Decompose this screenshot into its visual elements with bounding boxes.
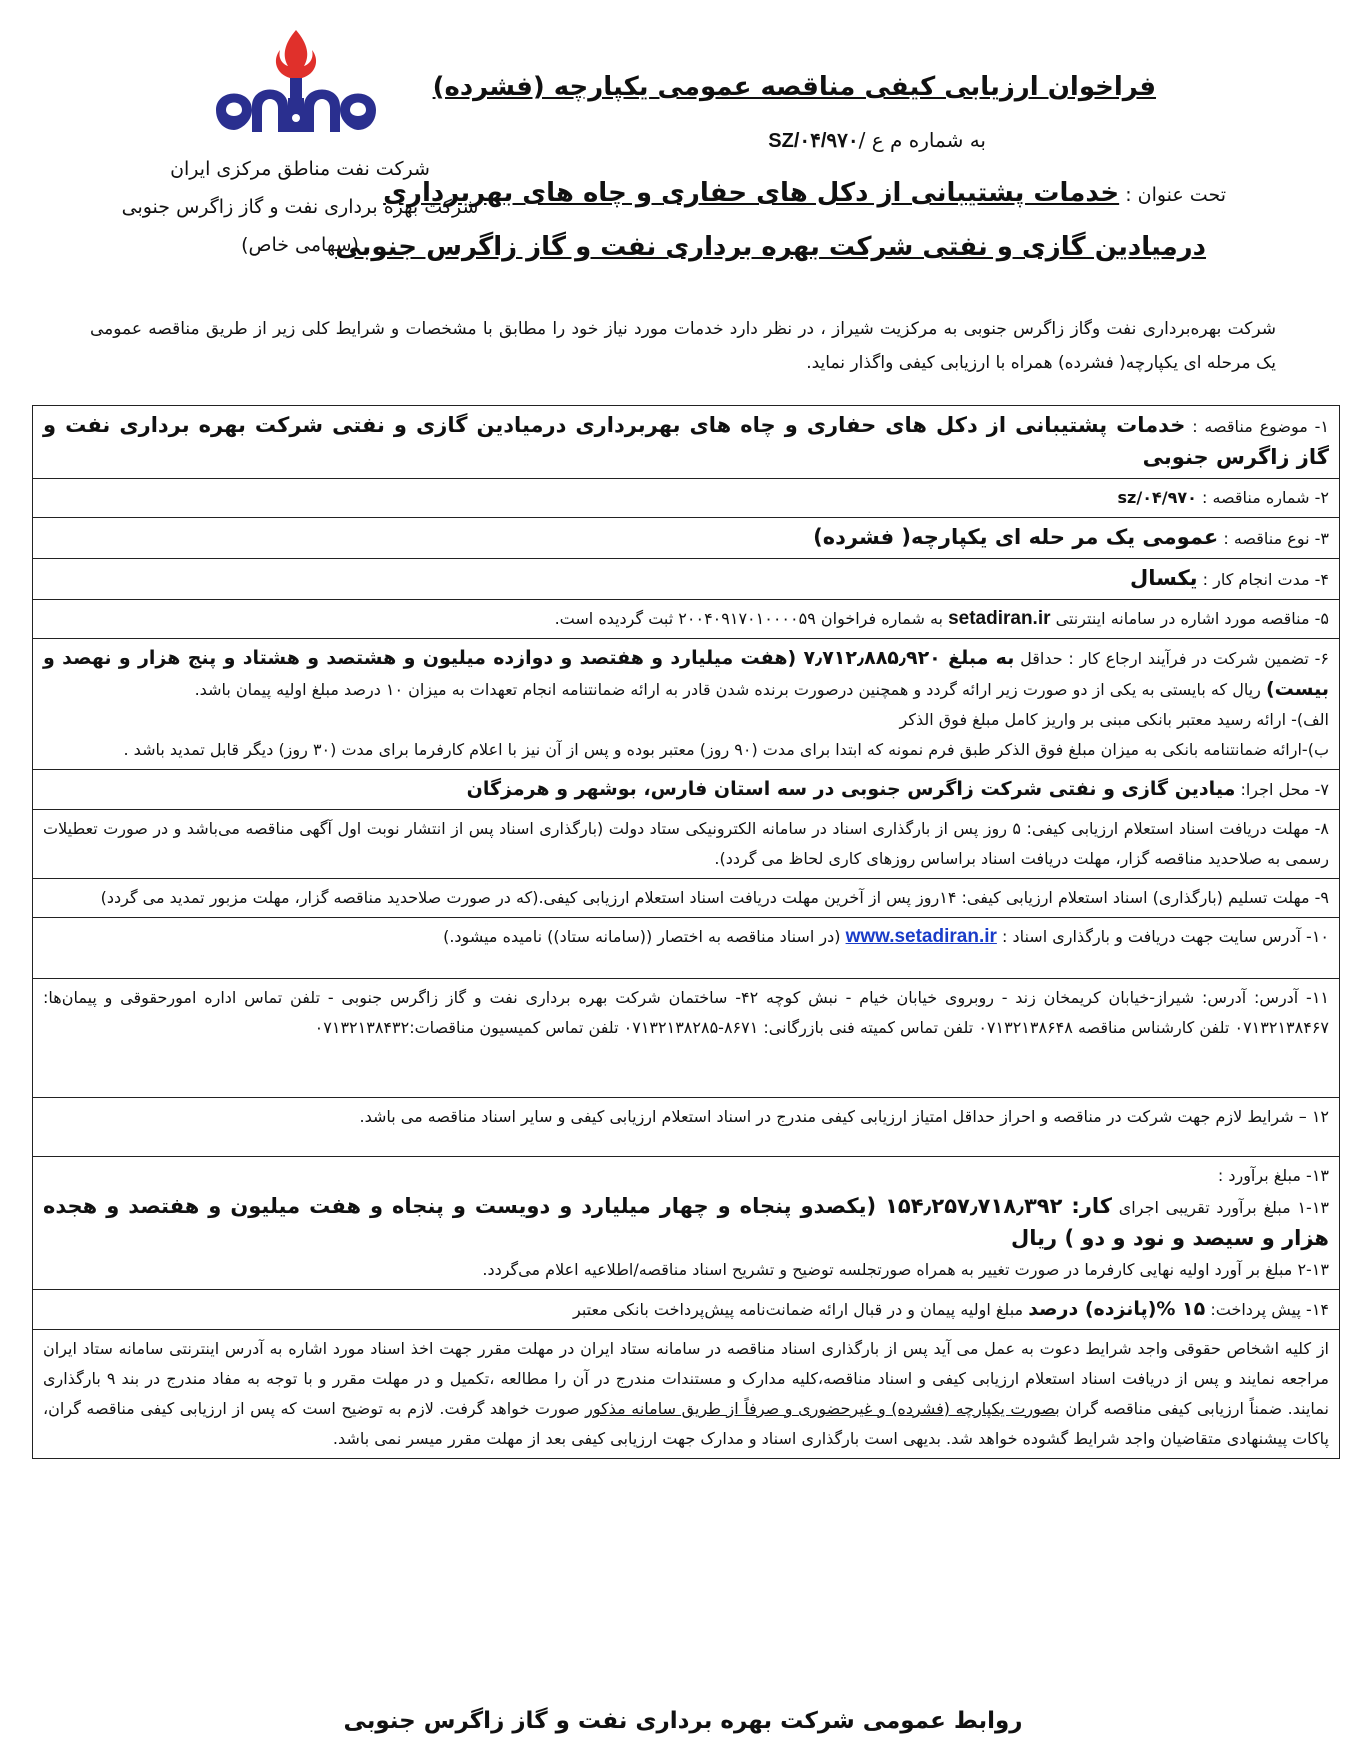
row-type [33, 518, 1340, 559]
i2-label: ۲- شماره مناقصه : [1201, 488, 1329, 507]
row-guarantee [33, 639, 1340, 770]
i5-site: setadiran.ir [948, 608, 1051, 629]
tender-number-line [768, 128, 986, 153]
i6-alef: الف)- ارائه رسید معتبر بانکی مبنی بر واریز کامل مبلغ فوق الذکر [899, 710, 1329, 729]
intro-paragraph: شرکت بهره‌برداری نفت وگاز زاگرس جنوبی به مرکزیت شیراز ، در نظر دارد خدمات مورد نیاز خود را مطابق با مشخصات و شرایط کلی زیر از طریق مناقصه عمومی یک مرحله ای یکپارچه( فشرده) همراه با ارزیابی کیفی واگذار نماید. [90, 319, 1276, 373]
i5-text-a: ۵- مناقصه مورد اشاره در سامانه اینترنتی [1055, 609, 1329, 628]
i6-text-a: ۶- تضمین شرکت در فرآیند ارجاع کار : حداقل [1020, 649, 1329, 668]
i13-1-amount: کار: ۱۵۴٫۲۵۷٫۷۱۸٫۳۹۲ (یکصدو پنجاه و چهار میلیارد و دویست و پنجاه و هفت میلیون و هفتصد و هجده هزار و سیصد و نود و دو ) ریال [43, 1194, 1329, 1250]
i7-label: ۷- محل اجرا: [1240, 780, 1329, 799]
row-submit-deadline [33, 879, 1340, 918]
i3-value: عمومی یک مر حله ای یکپارچه( فشرده) [813, 525, 1219, 549]
i5-text-b: به شماره فراخوان ۲۰۰۴۰۹۱۷۰۱۰۰۰۰۵۹ ثبت گردیده است. [554, 609, 943, 628]
company-logo [196, 22, 396, 142]
i8-text: ۸- مهلت دریافت اسناد استعلام ارزیابی کیفی: ۵ روز پس از بارگذاری اسناد در سامانه الکترونیکی ستاد دولت (بارگذاری اسناد پس از انتشار نوبت اول آگهی مناقصه می‌باشد و در صورت تعطیلات رسمی به صلاحدید مناقصه گزار، مهلت دریافت اسناد براساس روزهای کاری لحاظ می گردد). [33, 810, 1340, 879]
tender-number-prefix: به شماره م ع / [858, 128, 986, 152]
i7-value: میادین گازی و نفتی شرکت زاگرس جنوبی در سه استان فارس، بوشهر و هرمزگان [466, 778, 1236, 800]
tender-details-table [32, 405, 1340, 1459]
subject-line-1 [383, 178, 1226, 208]
setadiran-link[interactable]: www.setadiran.ir [845, 926, 997, 947]
subject-title-1: خدمات پشتیبانی از دکل های حفاری و چاه های بهربرداری [383, 178, 1120, 208]
i6-be: ب)-ارائه ضمانتنامه بانکی به میزان مبلغ فوق الذکر طبق فرم نمونه که ابتدا برای مدت (۹۰ روز) معتبر بوده و پس از آن نیز با اعلام کارفرما برای مدت (۳۰ روز) دیگر قابل تمدید باشد . [123, 740, 1329, 759]
subject-label: تحت عنوان : [1125, 184, 1226, 206]
row-prepayment [33, 1290, 1340, 1330]
i10-text-a: ۱۰- آدرس سایت جهت دریافت و بارگذاری اسناد : [1002, 927, 1329, 946]
row-location [33, 770, 1340, 810]
i10-text-b: (در اسناد مناقصه به اختصار ((سامانه ستاد)) نامیده میشود.) [443, 927, 841, 946]
i6-text-b: ریال که بایستی به یکی از دو صورت زیر ارائه گردد و همچنین درصورت برنده شدن قادر به ارائه ضمانتنامه انجام تعهدات به میزان ۱۰ درصد مبلغ اولیه پیمان باشد. [194, 680, 1261, 699]
i14-text: مبلغ اولیه پیمان و در قبال ارائه ضمانت‌نامه پیش‌پرداخت بانکی معتبر [573, 1300, 1024, 1319]
subject-title-2: درمیادین گازی و نفتی شرکت بهره برداری نفت و گاز زاگرس جنوبی [335, 232, 1206, 262]
i13-1-text-a: ۱-۱۳ مبلغ برآورد تقریبی اجرای [1118, 1198, 1330, 1217]
company-line-2: شرکت بهره برداری نفت و گاز زاگرس جنوبی [121, 196, 479, 218]
row-receive-deadline [33, 810, 1340, 879]
page-title: فراخوان ارزیابی کیفی مناقصه عمومی یکپارچه (فشرده) [432, 72, 1156, 102]
tender-number: SZ/۰۴/۹۷۰ [768, 130, 859, 152]
row-estimate [33, 1157, 1340, 1290]
row-registration [33, 600, 1340, 639]
row-subject [33, 406, 1340, 479]
row-final-note [33, 1330, 1340, 1459]
i4-label: ۴- مدت انجام کار : [1202, 570, 1329, 589]
i13-title: ۱۳- مبلغ برآورد : [1217, 1166, 1329, 1185]
final-text-a: از کلیه اشخاص حقوقی واجد شرایط دعوت به عمل می آید پس از بارگذاری اسناد مناقصه در سامانه ستاد ایران در مهلت مقرر جهت اخذ اسناد مورد اشاره به آدرس اینترنتی سامانه ستاد ایران مراجعه نمایند و پس از دریافت اسناد استعلام ارزیابی کیفی و اسناد مناقصه،کلیه مدارک و مستندات مندرج در آن را مطالعه ،تکمیل و در مهلت مقرر و با توجه به مفاد مندرج در بند ۹ بارگذاری نمایند. ضمناً ارزیابی کیفی مناقصه گران [43, 1339, 1329, 1418]
row-website [33, 918, 1340, 979]
company-line-1: شرکت نفت مناطق مرکزی ایران [170, 158, 430, 180]
final-text-b: صورت خواهد گرفت. لازم به توضیح است که پس از ارزیابی کیفی مناقصه گران، پاکات پیشنهادی متقاضیان واجد شرایط گشوده خواهد شد. بدیهی است بارگذاری اسناد و مدارک جهت ارزیابی کیفی بعد از مهلت مقرر میسر نمی باشد. [43, 1399, 1329, 1448]
flame-icon [276, 30, 316, 78]
i11-text: ۱۱- آدرس: آدرس: شیراز-خیابان کریمخان زند - روبروی خیابان خیام - نبش کوچه ۴۲- ساختمان شرکت بهره برداری نفت و گاز زاگرس جنوبی - تلفن تماس اداره امورحقوقی و پیمان‌ها: ۰۷۱۳۲۱۳۸۴۶۷ تلفن کارشناس مناقصه ۰۷۱۳۲۱۳۸۶۴۸ تلفن تماس کمیته فنی بازرگانی: ۸۶۷۱-۰۷۱۳۲۱۳۸۲۸۵ تلفن تماس کمیسیون مناقصات:۰۷۱۳۲۱۳۸۴۳۲ [33, 979, 1340, 1098]
company-line-3: (سهامی خاص) [241, 234, 359, 256]
i6-amount: به مبلغ ۷٫۷۱۲٫۸۸۵٫۹۲۰ (هفت میلیارد و هفتصد و دوازده میلیون و هشتصد و هشتاد و پنج هزار و نهصد و بیست) [43, 647, 1329, 700]
row-conditions [33, 1098, 1340, 1157]
i1-value: خدمات پشتیبانی از دکل های حفاری و چاه های بهربرداری درمیادین گازی و نفتی شرکت بهره برداری نفت و گاز زاگرس جنوبی [43, 413, 1329, 469]
i3-label: ۳- نوع مناقصه : [1223, 529, 1329, 548]
i4-value: یکسال [1129, 566, 1198, 590]
i13-2-text: ۲-۱۳ مبلغ بر آورد اولیه نهایی کارفرما در صورت تغییر به همراه صورتجلسه توضیح و تشریح اسناد مناقصه/اطلاعیه اعلام می‌گردد. [482, 1260, 1329, 1279]
final-text-underlined: بصورت یکپارچه (فشرده) و غیرحضوری و صرفاً از طریق سامانه مذکور [585, 1399, 1060, 1418]
i14-percent: ۱۵ %(پانزده) درصد [1028, 1298, 1206, 1320]
i12-text: ۱۲ – شرایط لازم جهت شرکت در مناقصه و احراز حداقل امتیاز ارزیابی کیفی مندرج در اسناد استعلام ارزیابی کیفی و سایر اسناد مناقصه می باشد. [33, 1098, 1340, 1157]
i1-label: ۱- موضوع مناقصه : [1192, 417, 1329, 436]
i14-label: ۱۴- پیش پرداخت: [1210, 1300, 1329, 1319]
i2-value: sz/۰۴/۹۷۰ [1117, 488, 1197, 507]
row-address [33, 979, 1340, 1098]
row-duration [33, 559, 1340, 600]
footer-public-relations: روابط عمومی شرکت بهره برداری نفت و گاز زاگرس جنوبی [343, 1708, 1023, 1734]
i9-text: ۹- مهلت تسلیم (بارگذاری) اسناد استعلام ارزیابی کیفی: ۱۴روز پس از آخرین مهلت دریافت اسناد استعلام ارزیابی کیفی.(که در صورت صلاحدید مناقصه گزار، مهلت مزبور تمدید می گردد) [33, 879, 1340, 918]
row-number [33, 479, 1340, 518]
